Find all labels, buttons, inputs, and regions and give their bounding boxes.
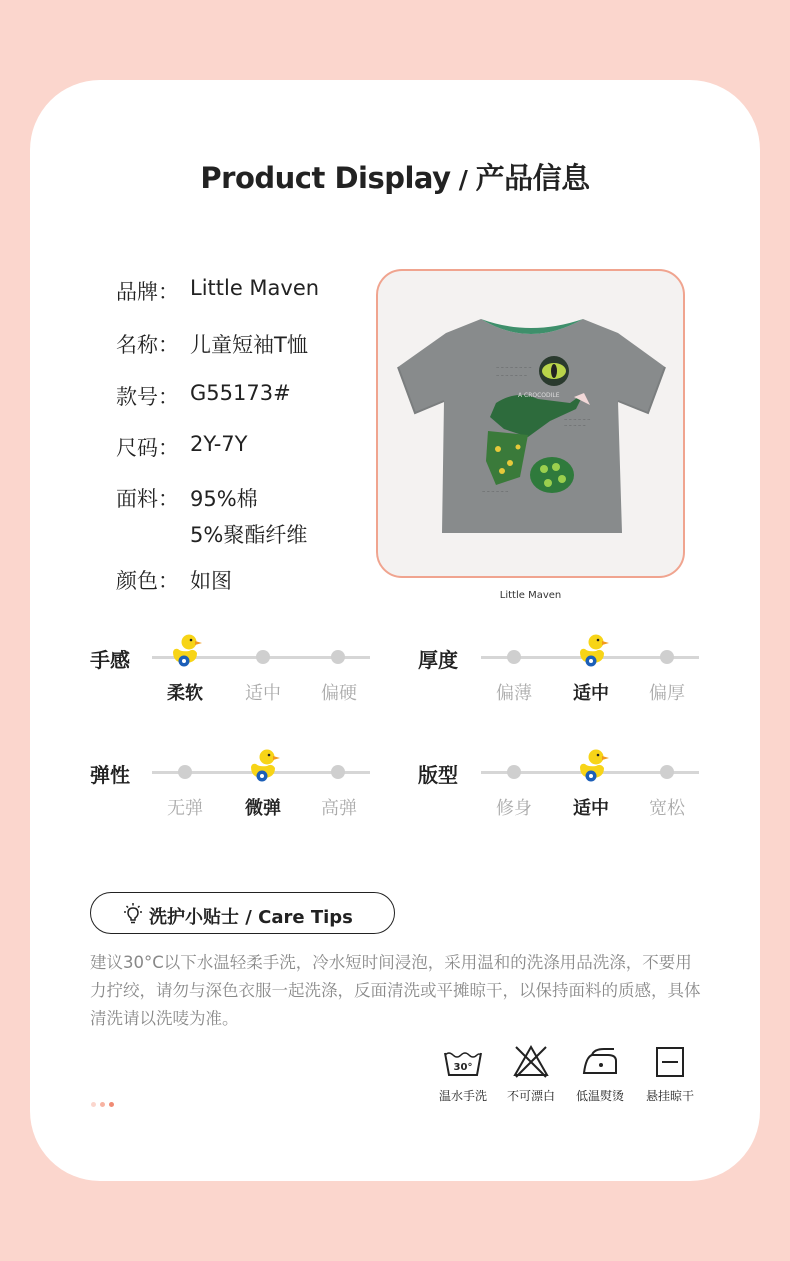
page-indicator (91, 1092, 118, 1111)
spec-label: 名称： (116, 333, 179, 357)
page-title: Product Display / 产品信息 (200, 161, 590, 195)
low-iron-icon (570, 1045, 630, 1079)
option-label: 偏硬 (321, 683, 357, 704)
option-label: 适中 (573, 683, 609, 704)
spec-style-number (116, 381, 291, 411)
care-icon-label: 低温熨烫 (575, 1089, 624, 1103)
spec-value: 95%棉 (190, 487, 258, 511)
wash-temperature: 30° (453, 1062, 473, 1073)
spec-fabric (116, 483, 307, 549)
care-tips-label: 洗护小贴士 / Care Tips (149, 907, 353, 928)
svg-text:~ ~ ~ ~ ~: ~ ~ ~ ~ ~ (564, 423, 586, 428)
scale-dot (331, 650, 345, 664)
scale-dot (331, 765, 345, 779)
scale-dot (256, 650, 270, 664)
duck-marker-icon (576, 632, 610, 668)
care-icon-label: 温水手洗 (438, 1089, 487, 1103)
spec-value: 如图 (190, 569, 232, 593)
no-bleach-icon (501, 1045, 561, 1079)
duck-marker-icon (169, 632, 203, 668)
spec-value: G55173# (190, 381, 291, 405)
duck-marker-icon (247, 747, 281, 783)
scale-dot (660, 765, 674, 779)
scale-dot (507, 650, 521, 664)
spec-label: 面料： (116, 487, 179, 511)
option-label: 适中 (245, 683, 281, 704)
spec-brand (116, 276, 319, 306)
scale-dot (507, 765, 521, 779)
spec-value-2: 5%聚酯纤维 (190, 523, 308, 547)
spec-name (116, 329, 308, 359)
product-photo (376, 269, 685, 578)
option-label: 修身 (496, 798, 532, 819)
hang-dry-icon (640, 1045, 700, 1079)
svg-text:~ ~ ~ ~ ~ ~ ~: ~ ~ ~ ~ ~ ~ ~ (496, 373, 528, 378)
attribute-label: 弹性 (90, 763, 130, 787)
duck-marker-icon (576, 747, 610, 783)
care-tips-pill (90, 892, 395, 934)
option-label: 柔软 (167, 683, 203, 704)
spec-label: 颜色： (116, 569, 179, 593)
option-label: 高弹 (321, 798, 357, 819)
pager-dot (109, 1102, 114, 1107)
svg-text:~ ~ ~ ~ ~ ~ ~ ~: ~ ~ ~ ~ ~ ~ ~ ~ (496, 365, 532, 370)
spec-value: 2Y-7Y (190, 432, 248, 456)
lightbulb-icon (121, 902, 145, 926)
option-label: 偏厚 (649, 683, 685, 704)
spec-size (116, 432, 247, 462)
care-instructions: 建议30°C以下水温轻柔手洗，冷水短时间浸泡，采用温和的洗涤用品洗涤，不要用力拧绞，请勿与深色衣服一起洗涤，反面清洗或平摊晾干，以保持面料的质感，具体清洗请以洗唛为准。 (90, 953, 701, 1028)
spec-value: 儿童短袖T恤 (190, 333, 308, 357)
option-label: 宽松 (649, 798, 685, 819)
option-label: 微弹 (245, 798, 281, 819)
attribute-label: 手感 (90, 648, 130, 672)
care-icon-label: 悬挂晾干 (645, 1089, 694, 1103)
spec-color (116, 565, 232, 595)
spec-label: 尺码： (116, 436, 179, 460)
attribute-label: 厚度 (418, 648, 458, 672)
care-icon-label: 不可漂白 (506, 1089, 555, 1103)
spec-label: 品牌： (116, 280, 179, 304)
hand-wash-30-icon (433, 1045, 493, 1079)
svg-text:~ ~ ~ ~ ~ ~: ~ ~ ~ ~ ~ ~ (564, 417, 591, 422)
attribute-label: 版型 (418, 763, 458, 787)
option-label: 适中 (573, 798, 609, 819)
print-text: A CROCODILE (518, 392, 560, 399)
svg-text:~ ~ ~ ~ ~ ~: ~ ~ ~ ~ ~ ~ (482, 489, 509, 494)
pager-dot (100, 1102, 105, 1107)
scale-dot (178, 765, 192, 779)
option-label: 偏薄 (496, 683, 532, 704)
tshirt-image (378, 271, 683, 576)
photo-caption: Little Maven (499, 590, 562, 601)
spec-value: Little Maven (190, 276, 320, 300)
option-label: 无弹 (167, 798, 203, 819)
scale-dot (660, 650, 674, 664)
spec-label: 款号： (116, 385, 179, 409)
pager-dot (91, 1102, 96, 1107)
